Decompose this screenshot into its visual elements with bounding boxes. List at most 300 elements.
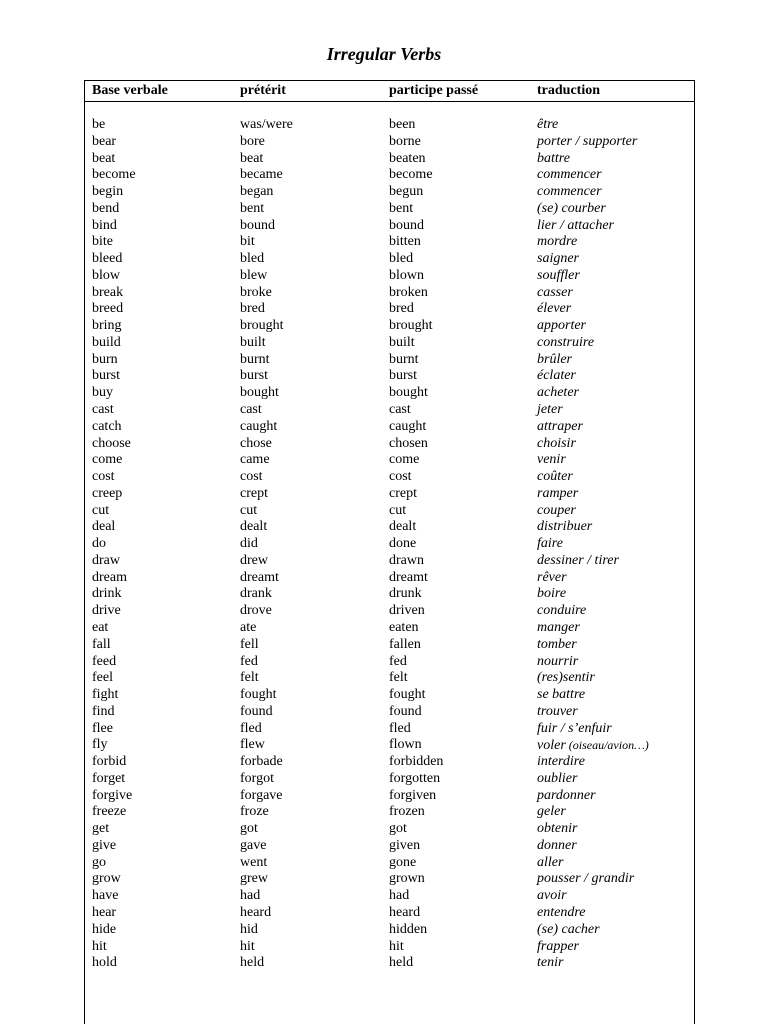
base-verb-cell-text: come [92,452,123,468]
header-base: Base verbale [92,83,168,98]
base-verb-cell [92,553,120,569]
participe-cell [389,167,433,183]
base-verb-cell-text: hit [92,938,107,954]
participe-cell [389,737,422,753]
participe-cell [389,218,424,234]
participe-cell [389,251,413,267]
participe-cell-text: caught [389,418,427,434]
base-verb-cell [92,654,116,670]
traduction-cell [537,201,606,217]
base-verb-cell-text: feed [92,653,117,669]
participe-cell [389,335,415,351]
preterit-cell-text: burnt [240,351,270,367]
preterit-cell [240,721,262,737]
traduction-cell-text: nourrir [537,653,579,669]
table-row [85,151,694,168]
preterit-cell [240,888,260,904]
participe-cell-text: blown [389,267,424,283]
traduction-cell-text: casser [537,284,573,300]
preterit-cell-text: brought [240,318,284,334]
traduction-cell-text: coûter [537,469,573,485]
participe-cell [389,117,415,133]
participe-cell-text: cut [389,502,407,518]
participe-cell-text: eaten [389,619,419,635]
table-row [85,536,694,553]
traduction-cell [537,469,573,485]
participe-cell [389,268,424,284]
table-row [85,788,694,805]
base-verb-cell-text: breed [92,301,124,317]
participe-cell-text: burnt [389,351,419,367]
participe-cell [389,285,428,301]
preterit-cell [240,553,268,569]
participe-cell [389,905,420,921]
table-row [85,268,694,285]
preterit-cell-text: hid [240,921,258,937]
participe-cell [389,721,411,737]
base-verb-cell-text: dream [92,569,127,585]
preterit-cell [240,637,259,653]
participe-cell-text: held [389,955,414,971]
traduction-cell-text: lier / attacher [537,217,614,233]
participe-cell [389,654,407,670]
preterit-cell-text: built [240,334,266,350]
base-verb-cell-text: forbid [92,754,127,770]
preterit-cell-text: began [240,184,274,200]
traduction-cell [537,352,572,368]
preterit-cell-text: broke [240,284,272,300]
preterit-cell-text: came [240,452,270,468]
preterit-cell-text: became [240,167,283,183]
participe-cell-text: bitten [389,234,421,250]
base-verb-cell-text: eat [92,619,109,635]
preterit-cell [240,503,257,519]
table-row [85,285,694,302]
base-verb-cell [92,419,122,435]
preterit-cell [240,218,275,234]
preterit-cell [240,117,293,133]
table-row [85,134,694,151]
preterit-cell [240,704,273,720]
base-verb-cell [92,151,115,167]
traduction-cell [537,486,578,502]
participe-cell-text: broken [389,284,428,300]
base-verb-cell-text: bring [92,318,122,334]
traduction-cell [537,301,571,317]
preterit-cell-text: forbade [240,754,283,770]
preterit-cell [240,939,255,955]
participe-cell [389,234,421,250]
preterit-cell-text: crept [240,485,268,501]
base-verb-cell-text: freeze [92,804,127,820]
base-verb-cell-text: fall [92,636,111,652]
traduction-cell [537,452,566,468]
traduction-cell-text: apporter [537,318,586,334]
participe-cell-text: bound [389,217,424,233]
traduction-cell-text: entendre [537,904,586,920]
base-verb-cell-text: deal [92,519,116,535]
participe-cell-text: burst [389,368,417,384]
base-verb-cell-text: beat [92,150,116,166]
base-verb-cell-text: draw [92,552,120,568]
traduction-cell-text: (res)sentir [537,670,595,686]
preterit-cell-text: ate [240,619,257,635]
preterit-cell-text: drank [240,586,272,602]
traduction-cell-text: frapper [537,938,579,954]
participe-cell-text: grown [389,871,425,887]
table-row [85,637,694,654]
base-verb-cell-text: bind [92,217,117,233]
participe-cell [389,955,413,971]
base-verb-cell [92,318,122,334]
participe-cell-text: forbidden [389,754,444,770]
preterit-cell [240,402,262,418]
base-verb-cell [92,670,113,686]
base-verb-cell-text: hide [92,921,117,937]
table-row [85,301,694,318]
participe-cell-text: become [389,167,433,183]
participe-cell-text: fought [389,687,426,703]
participe-cell [389,821,407,837]
table-row [85,721,694,738]
traduction-cell-text: commencer [537,184,602,200]
header-preterit: prétérit [240,83,286,98]
base-verb-cell [92,721,113,737]
participe-cell [389,771,440,787]
traduction-cell-text: éclater [537,368,576,384]
traduction-cell [537,419,583,435]
preterit-cell [240,234,255,250]
base-verb-cell-text: drink [92,586,122,602]
traduction-cell [537,838,577,854]
traduction-cell [537,268,580,284]
participe-cell-text: built [389,334,415,350]
participe-cell-text: beaten [389,150,426,166]
traduction-cell [537,436,576,452]
base-verb-cell-text: hold [92,955,117,971]
table-row [85,184,694,201]
participe-cell [389,402,411,418]
participe-cell [389,301,414,317]
preterit-cell [240,603,272,619]
participe-cell-text: dealt [389,519,417,535]
participe-cell-text: got [389,821,407,837]
traduction-cell-text: porter / supporter [537,133,638,149]
table-row [85,620,694,637]
participe-cell-text: given [389,837,421,853]
table-row [85,754,694,771]
base-verb-cell [92,436,131,452]
base-verb-cell [92,117,105,133]
preterit-cell [240,670,259,686]
preterit-cell-text: bled [240,251,265,267]
base-verb-cell [92,586,122,602]
base-verb-cell [92,285,123,301]
base-verb-cell-text: bite [92,234,113,250]
preterit-cell-text: bound [240,217,275,233]
base-verb-cell [92,234,113,250]
base-verb-cell-text: drive [92,603,121,619]
table-row [85,218,694,235]
base-verb-cell-text: blow [92,267,120,283]
traduction-cell [537,234,577,250]
traduction-cell [537,670,595,686]
base-verb-cell-text: fly [92,737,108,753]
participe-cell-text: done [389,536,417,552]
traduction-cell-text: trouver [537,703,578,719]
traduction-cell-text: voler [537,738,566,754]
base-verb-cell [92,519,115,535]
base-verb-cell [92,804,126,820]
traduction-cell [537,687,585,703]
base-verb-cell [92,486,122,502]
traduction-cell-text: (se) cacher [537,921,600,937]
preterit-cell-text: forgot [240,770,274,786]
traduction-cell-text: mordre [537,234,578,250]
preterit-cell-text: got [240,821,258,837]
table-row [85,452,694,469]
header-traduction: traduction [537,83,600,98]
base-verb-cell-text: find [92,703,115,719]
participe-cell [389,922,427,938]
preterit-cell-text: bought [240,385,279,401]
table-row [85,821,694,838]
traduction-cell [537,285,573,301]
base-verb-cell [92,268,120,284]
preterit-cell [240,318,284,334]
preterit-cell [240,368,268,384]
preterit-cell [240,436,272,452]
preterit-cell-text: bent [240,200,265,216]
base-verb-cell-text: forget [92,770,126,786]
traduction-cell [537,117,558,133]
traduction-cell-text: avoir [537,888,567,904]
participe-cell-text: bled [389,251,414,267]
preterit-cell-text: grew [240,871,268,887]
participe-cell-text: begun [389,184,424,200]
traduction-cell-text: construire [537,334,595,350]
traduction-cell-text: couper [537,502,576,518]
base-verb-cell [92,955,117,971]
base-verb-cell [92,922,116,938]
preterit-cell [240,352,270,368]
table-body [85,117,694,972]
verb-table [84,80,695,1024]
participe-cell [389,385,428,401]
table-row [85,871,694,888]
preterit-cell-text: cost [240,469,263,485]
traduction-cell-text: choisir [537,435,576,451]
participe-cell-text: bent [389,200,414,216]
base-verb-cell-text: grow [92,871,121,887]
base-verb-cell [92,570,127,586]
base-verb-cell [92,503,109,519]
traduction-note: (oiseau/avion…) [568,738,649,753]
traduction-cell [537,385,579,401]
traduction-cell-text: donner [537,837,577,853]
participe-cell-text: borne [389,133,421,149]
base-verb-cell [92,536,106,552]
table-row [85,687,694,704]
preterit-cell [240,905,271,921]
participe-cell [389,754,443,770]
preterit-cell [240,654,258,670]
preterit-cell-text: dealt [240,519,268,535]
preterit-cell [240,268,267,284]
traduction-cell-text: souffler [537,267,580,283]
participe-cell [389,201,413,217]
participe-cell-text: had [389,888,410,904]
table-row [85,117,694,134]
preterit-cell-text: fed [240,653,258,669]
preterit-cell-text: was/were [240,117,293,132]
participe-cell [389,670,408,686]
table-row [85,553,694,570]
traduction-cell [537,721,612,737]
traduction-cell [537,134,637,150]
base-verb-cell-text: cut [92,502,110,518]
table-row [85,519,694,536]
traduction-cell [537,804,566,820]
preterit-cell [240,821,258,837]
traduction-cell-text: tomber [537,636,577,652]
traduction-cell [537,318,586,334]
participe-cell [389,586,422,602]
table-row [85,905,694,922]
table-row [85,939,694,956]
preterit-cell [240,620,256,636]
participe-cell [389,318,433,334]
traduction-cell-text: aller [537,854,564,870]
table-row [85,704,694,721]
base-verb-cell [92,469,115,485]
participe-cell [389,888,409,904]
table-row [85,570,694,587]
traduction-cell [537,519,592,535]
preterit-cell-text: chose [240,435,272,451]
table-row [85,888,694,905]
preterit-cell-text: cut [240,502,258,518]
traduction-cell-text: acheter [537,385,579,401]
table-row [85,771,694,788]
preterit-cell [240,536,258,552]
participe-cell [389,637,421,653]
participe-cell [389,620,419,636]
base-verb-cell-text: do [92,536,106,552]
base-verb-cell [92,368,120,384]
traduction-cell [537,955,563,971]
preterit-cell-text: had [240,888,261,904]
base-verb-cell [92,788,132,804]
participe-cell [389,536,416,552]
preterit-cell [240,419,277,435]
preterit-cell [240,151,263,167]
preterit-cell [240,687,277,703]
participe-cell-text: drawn [389,552,424,568]
preterit-cell-text: held [240,955,265,971]
participe-cell [389,352,419,368]
preterit-cell-text: blew [240,267,268,283]
preterit-cell [240,385,279,401]
traduction-cell [537,503,576,519]
traduction-cell [537,184,602,200]
preterit-cell [240,855,267,871]
traduction-cell [537,553,619,569]
base-verb-cell [92,167,136,183]
base-verb-cell-text: creep [92,485,123,501]
base-verb-cell-text: give [92,837,117,853]
preterit-cell [240,201,264,217]
traduction-cell [537,704,578,720]
participe-cell-text: bred [389,301,414,317]
participe-cell-text: bought [389,385,428,401]
participe-cell [389,855,416,871]
table-row [85,318,694,335]
table-row [85,955,694,972]
preterit-cell-text: bred [240,301,265,317]
participe-cell [389,469,412,485]
base-verb-cell-text: choose [92,435,131,451]
traduction-cell [537,167,602,183]
participe-cell [389,939,404,955]
page-title: Irregular Verbs [326,44,442,64]
base-verb-cell [92,603,121,619]
traduction-cell [537,788,596,804]
table-row [85,804,694,821]
participe-cell [389,704,422,720]
traduction-cell [537,570,567,586]
traduction-cell-text: geler [537,804,566,820]
table-row [85,385,694,402]
participe-cell [389,419,426,435]
participe-cell-text: come [389,452,420,468]
base-verb-cell-text: cast [92,402,114,418]
participe-cell-text: cast [389,402,411,418]
participe-cell [389,804,425,820]
preterit-cell [240,838,266,854]
table-row [85,335,694,352]
preterit-cell [240,335,266,351]
preterit-cell [240,486,268,502]
base-verb-cell [92,855,106,871]
traduction-cell-text: attraper [537,418,583,434]
base-verb-cell [92,838,116,854]
base-verb-cell-text: break [92,284,124,300]
base-verb-cell-text: get [92,821,110,837]
traduction-cell-text: fuir / s’enfuir [537,720,612,736]
preterit-cell-text: forgave [240,787,283,803]
base-verb-cell [92,754,126,770]
traduction-cell [537,754,585,770]
preterit-cell-text: felt [240,670,259,686]
table-row [85,368,694,385]
base-verb-cell [92,352,118,368]
traduction-cell-text: dessiner / tirer [537,552,619,568]
participe-cell-text: been [389,117,416,132]
traduction-cell [537,939,579,955]
traduction-cell [537,151,570,167]
preterit-cell [240,519,267,535]
preterit-cell [240,754,283,770]
participe-cell [389,519,416,535]
participe-cell-text: gone [389,854,417,870]
preterit-cell [240,788,283,804]
base-verb-cell-text: burst [92,368,120,384]
base-verb-cell [92,184,123,200]
preterit-cell-text: hit [240,938,255,954]
participe-cell-text: forgotten [389,770,441,786]
preterit-cell-text: caught [240,418,278,434]
